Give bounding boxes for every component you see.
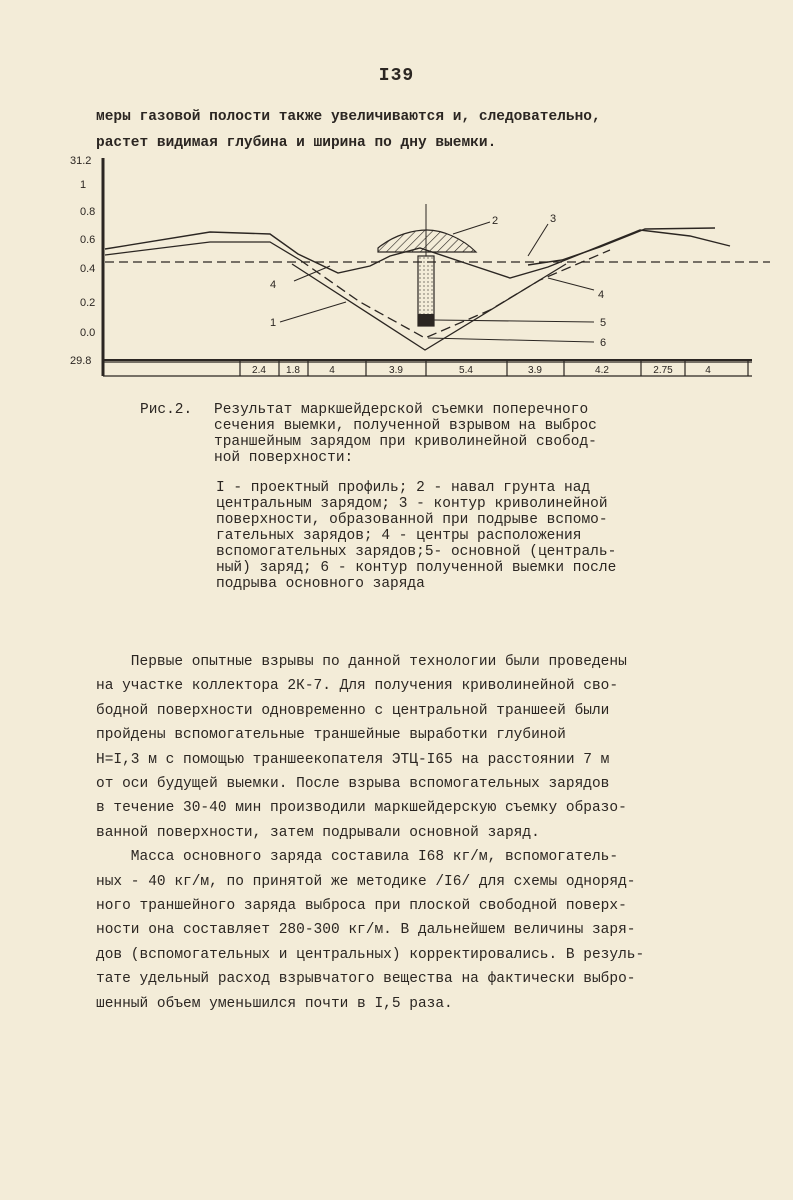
page-number: I39 — [378, 66, 415, 86]
segment-width-label: 3.9 — [528, 365, 542, 376]
segment-width-label: 3.9 — [389, 365, 403, 376]
segment-width-label: 2.4 — [252, 365, 266, 376]
segment-width-label: 1.8 — [286, 365, 300, 376]
intro-paragraph: меры газовой полости также увеличиваются и, следовательно, растет видимая глубина и ширина по дну выемки. — [96, 109, 601, 151]
curve-label: 5 — [600, 317, 607, 329]
y-tick-labels — [70, 155, 95, 367]
segment-width-label: 5.4 — [459, 365, 473, 376]
figure-caption — [140, 402, 700, 592]
segment-width-label: 4.2 — [595, 365, 609, 376]
main-charge-5 — [418, 314, 434, 326]
curve-label: 3 — [550, 213, 557, 225]
cross-section-figure — [70, 152, 770, 384]
y-tick-label: 0.4 — [80, 263, 96, 275]
curve-label: 4 — [270, 279, 277, 291]
curve-label: 4 — [598, 289, 605, 301]
caption-title: Результат маркшейдерской съемки поперечного сечения выемки, полученной взрывом на выброс траншейным зарядом при криволинейной свобод- ной поверхности: — [214, 402, 597, 466]
y-tick-label: 29.8 — [70, 355, 92, 367]
curve-label: 6 — [600, 337, 607, 349]
y-tick-label: 0.6 — [80, 234, 96, 246]
y-tick-label: 0.2 — [80, 297, 96, 309]
curve-label: 2 — [492, 215, 499, 227]
caption-label: Рис.2. — [140, 402, 193, 418]
soil-pile-2 — [378, 230, 476, 252]
y-tick-label: 0.0 — [80, 327, 96, 339]
main-text — [96, 650, 736, 1016]
caption-legend: I - проектный профиль; 2 - навал грунта над центральным зарядом; 3 - контур криволинейной поверхности, образованной при подрыве вспомо- гательных зарядов; 4 - центры расположения вспомогательных зарядов;5- основной (централь- ный) заряд; 6 - контур полученной выемки после подрыва основного заряда — [216, 480, 617, 592]
curve-label: 1 — [270, 317, 277, 329]
paragraph: Масса основного заряда составила I68 кг/м, вспомогатель- ных - 40 кг/м, по принятой же методике /I6/ для схемы одноряд- ного траншейного заряда выброса при плоской свободной поверх- ности она составляет 280-300 кг/м. В дальнейшем величины заря- дов (вспомогательных и центральных) корректировались. В резуль- тате удельный расход взрывчатого вещества на фактически выбро- шенный объем уменьшился почти в I,5 раза. — [96, 849, 645, 1012]
segment-width-label: 4 — [705, 365, 711, 376]
curvilinear-surface-3 — [528, 228, 715, 265]
segment-width-label: 4 — [329, 365, 335, 376]
y-tick-label: 0.8 — [80, 206, 96, 218]
y-tick-label: 1 — [80, 179, 87, 191]
y-tick-label: 31.2 — [70, 155, 92, 167]
paragraph: Первые опытные взрывы по данной технологии были проведены на участке коллектора 2К-7. Для получения криволинейной сво- бодной поверхности одновременно с центральной траншеей были пройдены вспомогательные траншейные выработки глубиной H=I,3 м с помощью траншеекопателя ЭТЦ-I65 на расстоянии 7 м от оси будущей выемки. После взрыва вспомогательных зарядов в течение 30-40 мин производили маркшейдерскую съемку образо- ванной поверхности, затем подрывали основной заряд. — [96, 654, 627, 841]
segment-width-label: 2.75 — [653, 365, 673, 376]
segment-widths — [252, 365, 711, 376]
excavation-contour-6 — [300, 250, 610, 338]
